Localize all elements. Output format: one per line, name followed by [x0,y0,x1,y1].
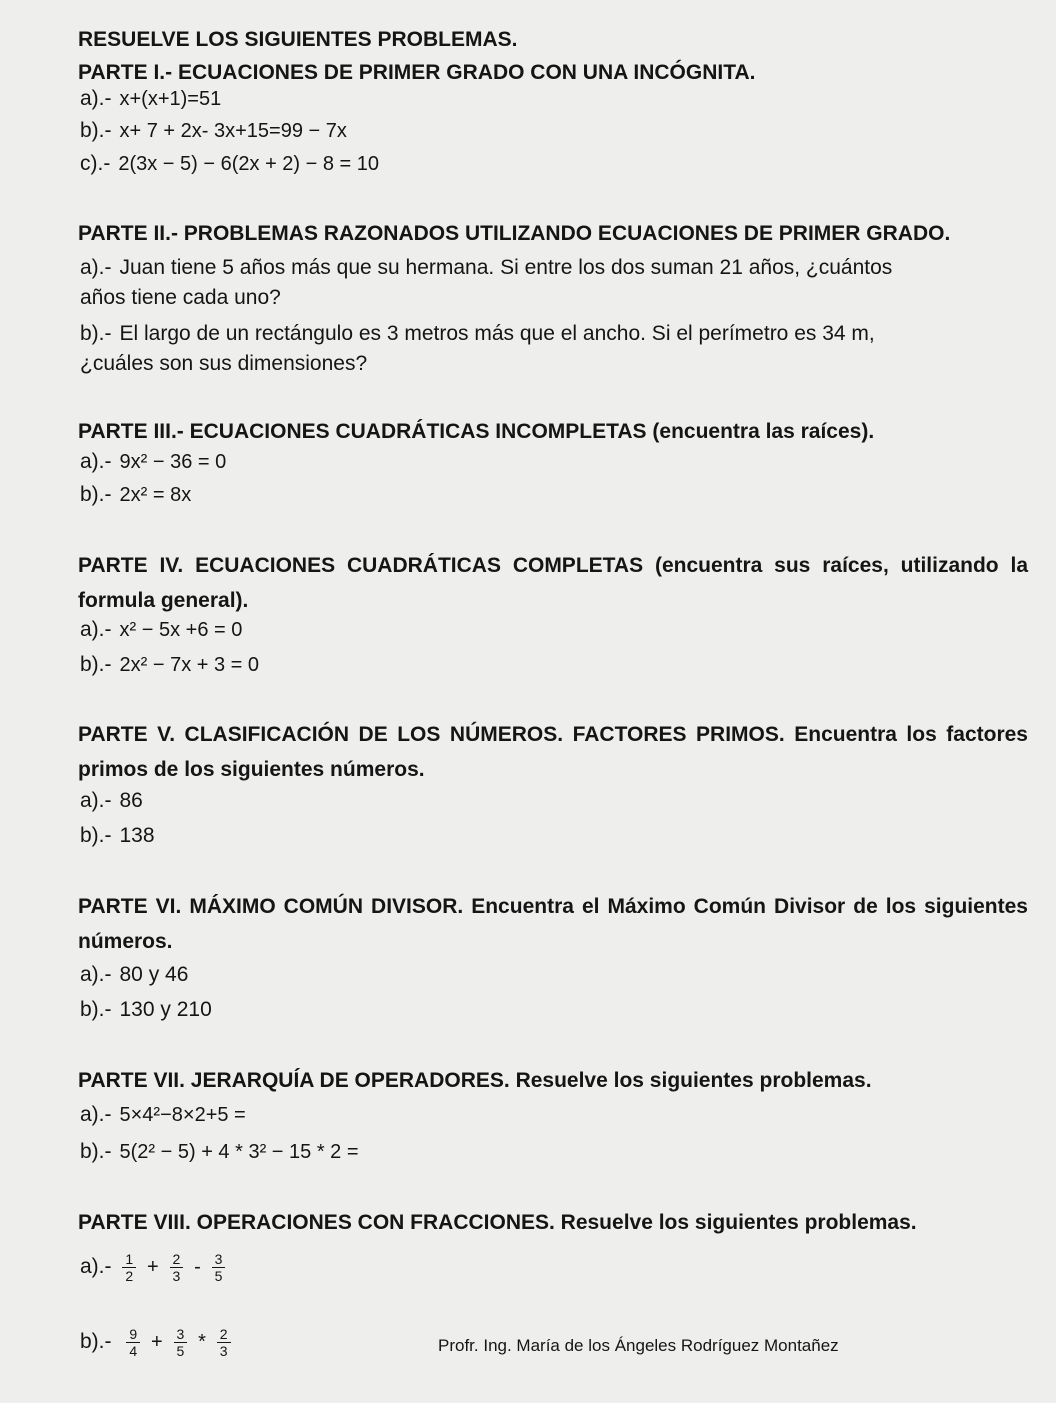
parte-8-item-b [80,1322,234,1362]
fraction [212,1251,226,1284]
operator: + [150,1331,163,1354]
item-label: a).- [80,618,112,641]
number: 138 [119,824,155,847]
item-label: c).- [80,152,111,175]
expression: 5(2² − 5) + 4 * 3² − 15 * 2 = [119,1141,359,1163]
item-label: b).- [80,322,112,345]
denominator: 2 [125,1267,134,1284]
equation: x+ 7 + 2x- 3x+15=99 − 7x [119,120,347,142]
parte-1-item-c [80,149,379,179]
item-label: b).- [80,119,112,142]
number-pair: 130 y 210 [119,998,212,1021]
parte-6-item-a [80,960,188,990]
parte-1-item-b [80,116,347,146]
item-label: b).- [80,653,112,676]
numerator: 3 [212,1251,226,1268]
parte-3-item-a [80,447,226,477]
parte-1-heading: PARTE I.- ECUACIONES DE PRIMER GRADO CON UNA INCÓGNITA. [78,61,756,84]
operator: * [198,1331,206,1354]
equation: x+(x+1)=51 [119,88,222,110]
page-title: RESUELVE LOS SIGUIENTES PROBLEMAS. [78,28,518,51]
item-label: a).- [80,1255,112,1278]
fraction [126,1326,140,1359]
parte-4-heading: PARTE IV. ECUACIONES CUADRÁTICAS COMPLETAS (encuentra sus raíces, utilizando la formula general). [78,554,1028,612]
parte-8-heading: PARTE VIII. OPERACIONES CON FRACCIONES. Resuelve los siguientes problemas. [78,1211,917,1234]
problem-text: Juan tiene 5 años más que su hermana. Si entre los dos suman 21 años, ¿cuántos [119,256,893,279]
parte-1-item-a [80,84,221,114]
denominator: 5 [176,1342,185,1359]
parte-2-item-a-line2: años tiene cada uno? [80,286,281,309]
numerator: 3 [174,1326,188,1343]
parte-5-item-a [80,786,143,816]
number-pair: 80 y 46 [119,963,189,986]
parte-7-item-a [80,1100,246,1130]
denominator: 3 [172,1267,181,1284]
equation: 2x² = 8x [119,484,192,506]
parte-6-heading: PARTE VI. MÁXIMO COMÚN DIVISOR. Encuentra el Máximo Común Divisor de los siguientes números. [78,895,1028,953]
denominator: 5 [214,1267,223,1284]
parte-6-item-b [80,995,212,1025]
parte-2-item-a-line1 [80,253,892,283]
parte-7-item-b [80,1137,359,1167]
item-label: a).- [80,450,112,473]
operator: + [146,1256,159,1279]
item-label: a).- [80,1103,112,1126]
problem-text: El largo de un rectángulo es 3 metros más que el ancho. Si el perímetro es 34 m, [119,322,875,345]
fraction [217,1326,231,1359]
denominator: 4 [129,1342,138,1359]
item-label: b).- [80,824,112,847]
number: 86 [119,789,143,812]
item-label: b).- [80,483,112,506]
expression: 5×4²−8×2+5 = [119,1104,246,1126]
numerator: 1 [122,1251,136,1268]
numerator: 2 [217,1326,231,1343]
fraction [170,1251,184,1284]
numerator: 2 [170,1251,184,1268]
parte-4-item-a [80,615,242,645]
parte-2-item-b-line2: ¿cuáles son sus dimensiones? [80,352,368,375]
fraction [174,1326,188,1359]
item-label: a).- [80,963,112,986]
numerator: 9 [126,1326,140,1343]
parte-5-heading: PARTE V. CLASIFICACIÓN DE LOS NÚMEROS. FACTORES PRIMOS. Encuentra los factores primos de los siguientes números. [78,723,1028,781]
item-label: b).- [80,1330,112,1353]
parte-3-heading: PARTE III.- ECUACIONES CUADRÁTICAS INCOMPLETAS (encuentra las raíces). [78,420,875,443]
equation: 2x² − 7x + 3 = 0 [119,654,260,676]
equation: 9x² − 36 = 0 [119,451,227,473]
parte-4-item-b [80,650,259,680]
denominator: 3 [219,1342,228,1359]
item-label: a).- [80,256,112,279]
parte-7-heading: PARTE VII. JERARQUÍA DE OPERADORES. Resuelve los siguientes problemas. [78,1069,872,1092]
equation: x² − 5x +6 = 0 [119,619,243,641]
item-label: b).- [80,1140,112,1163]
parte-5-item-b [80,821,155,851]
parte-3-item-b [80,480,191,510]
equation: 2(3x − 5) − 6(2x + 2) − 8 = 10 [118,153,380,175]
parte-8-item-a [80,1247,228,1287]
operator: - [194,1256,201,1279]
item-label: b).- [80,998,112,1021]
parte-2-item-b-line1 [80,319,875,349]
fraction [122,1251,136,1284]
parte-2-heading: PARTE II.- PROBLEMAS RAZONADOS UTILIZANDO ECUACIONES DE PRIMER GRADO. [78,222,951,245]
teacher-signature: Profr. Ing. María de los Ángeles Rodríguez Montañez [438,1336,839,1355]
item-label: a).- [80,789,112,812]
item-label: a).- [80,87,112,110]
